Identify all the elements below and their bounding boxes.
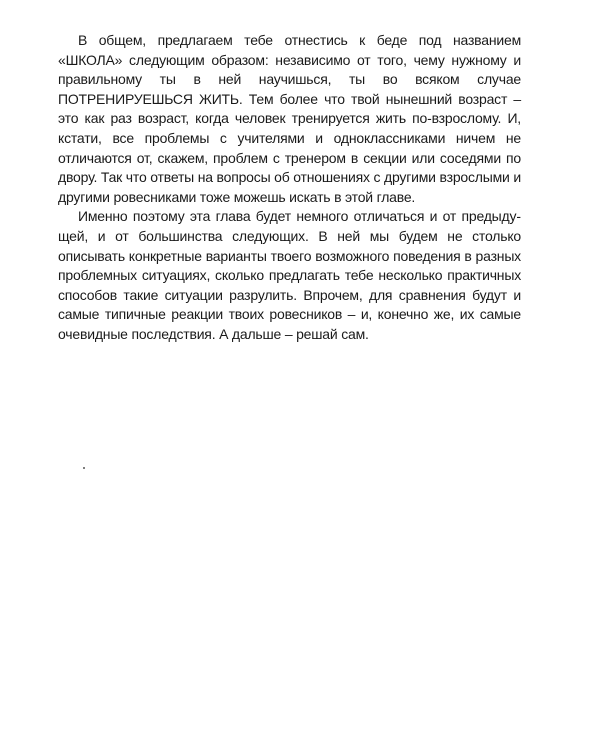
print-speck	[83, 467, 85, 469]
paragraph-1: В общем, предлагаем тебе отнестись к беде под названием «ШКОЛА» следующим образом: независимо от того, чему нужному и правильному ты в ней научишься, ты во всяком случае ПОТРЕНИРУЕШЬСЯ ЖИТЬ. Тем более что твой нынешний возраст – это как раз возраст, когда человек тренируется жить по-взрослому. И, кстати, все проблемы с учителями и одноклассниками ничем не отличаются от, скажем, проблем с тренером в секции или соседями по двору. Так что ответы на вопросы об отношениях с другими взрослыми и другими ровесниками тоже можешь искать в этой главе.	[58, 32, 521, 205]
paragraph-2: Именно поэтому эта глава будет немного отличаться и от предыдущей, и от большинства следующих. В ней мы будем не столько описывать конкретные варианты твоего возможного поведения в разных проблемных ситуациях, сколько предлагать тебе несколько практичных способов такие ситуации разрулить. Впрочем, для сравнения будут и самые типичные реакции твоих ровесников – и, конечно же, их самые очевидные последствия. А дальше – решай сам.	[58, 208, 521, 342]
body-text	[58, 31, 521, 345]
